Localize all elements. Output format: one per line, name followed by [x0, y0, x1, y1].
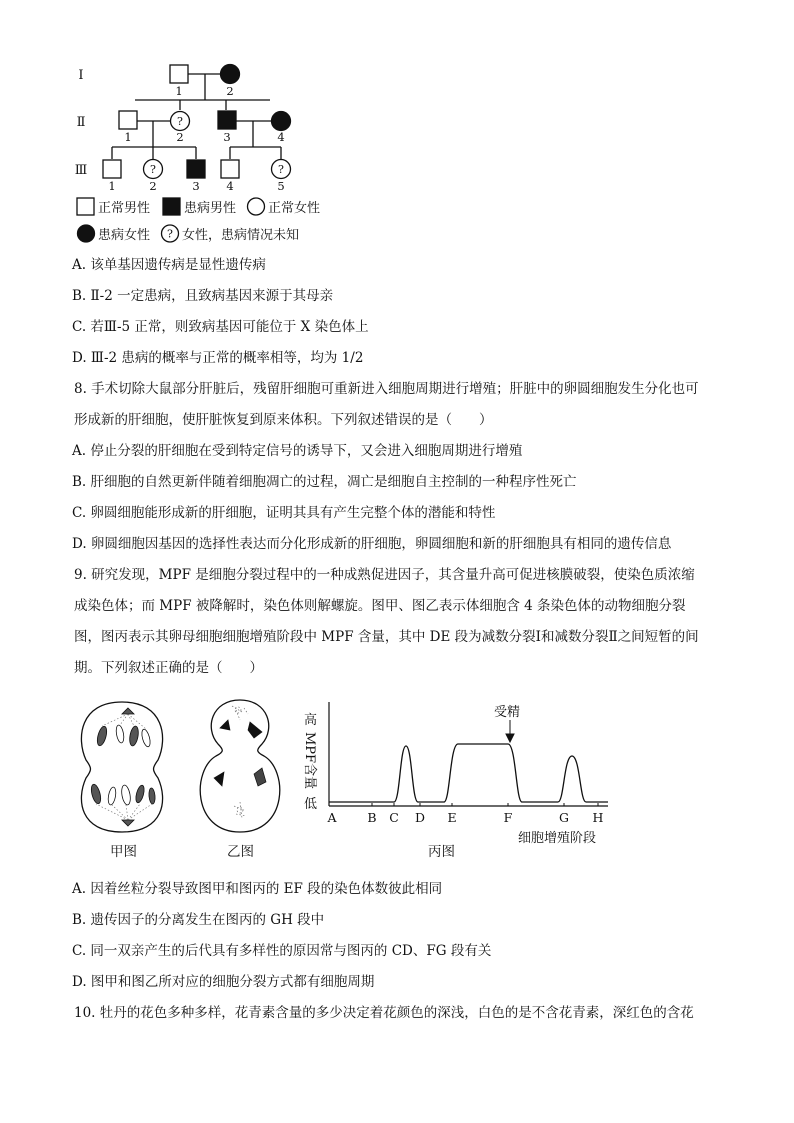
unknown-mark: ?: [278, 163, 284, 176]
q8-option-d: D. 卵圆细胞因基因的选择性表达而分化形成新的肝细胞，卵圆细胞和新的肝细胞具有相同的遗传信息: [72, 536, 672, 552]
legend-affected-female-label: 患病女性: [98, 228, 151, 243]
individual-number: 1: [124, 130, 132, 144]
q9-stem-line3: 图，图丙表示其卵母细胞细胞增殖阶段中 MPF 含量，其中 DE 段为减数分裂Ⅰ和减数分裂Ⅱ之间短暂的间: [74, 629, 699, 645]
q9-option-a: A. 因着丝粒分裂导致图甲和图丙的 EF 段的染色体数彼此相同: [72, 881, 443, 897]
unknown-mark: ?: [177, 115, 183, 128]
pedigree-I-2-affected-female: [221, 65, 240, 84]
generation-label-I: Ⅰ: [78, 68, 84, 83]
q9-stem-line1: 9. 研究发现，MPF 是细胞分裂过程中的一种成熟促进因子，其含量升高可促进核膜破裂，使染色质浓缩: [74, 567, 695, 583]
unknown-mark: ?: [167, 227, 173, 241]
pedigree-I-1-normal-male: [170, 65, 188, 83]
q7-option-d: D. Ⅲ-2 患病的概率与正常的概率相等，均为 1/2: [72, 350, 364, 366]
y-low-label: 低: [304, 797, 318, 812]
x-tick-label: C: [389, 810, 399, 825]
legend-affected-male-symbol: [163, 198, 180, 215]
fertilization-arrow: [506, 734, 514, 742]
individual-number: 2: [176, 130, 184, 144]
individual-number: 5: [277, 179, 285, 193]
q9-option-d: D. 图甲和图乙所对应的细胞分裂方式都有细胞周期: [72, 974, 375, 990]
q7-option-a: A. 该单基因遗传病是显性遗传病: [72, 257, 266, 273]
fig-jia-caption: 甲图: [110, 844, 137, 860]
fig-yi-caption: 乙图: [227, 844, 254, 860]
x-tick-label: D: [414, 810, 426, 825]
x-tick-label: G: [559, 810, 569, 825]
pedigree-II-4-affected-female: [272, 112, 291, 131]
x-tick-label: E: [447, 810, 457, 825]
pedigree-II-1-normal-male: [119, 111, 137, 129]
legend-normal-male-symbol: [77, 198, 94, 215]
q8-stem-line1: 8. 手术切除大鼠部分肝脏后，残留肝细胞可重新进入细胞周期进行增殖；肝脏中的卵圆细胞发生分化也可: [74, 381, 699, 397]
individual-number: 4: [226, 179, 234, 193]
q8-option-a: A. 停止分裂的肝细胞在受到特定信号的诱导下，又会进入细胞周期进行增殖: [72, 443, 523, 459]
q9-stem-line4: 期。下列叙述正确的是（ ）: [74, 660, 263, 676]
individual-number: 2: [226, 84, 234, 98]
individual-number: 3: [223, 130, 231, 144]
q7-option-c: C. 若Ⅲ-5 正常，则致病基因可能位于 X 染色体上: [72, 319, 369, 335]
individual-number: 4: [277, 130, 285, 144]
q9-option-b: B. 遗传因子的分离发生在图丙的 GH 段中: [72, 912, 325, 928]
x-tick-label: B: [367, 810, 377, 825]
generation-label-II: Ⅱ: [76, 115, 86, 130]
legend-unknown-female-label: 女性，患病情况未知: [182, 228, 300, 243]
y-high-label: 高: [304, 713, 318, 728]
mpf-series-line: [329, 744, 608, 802]
legend-normal-female-symbol: [248, 198, 265, 215]
legend-affected-male-label: 患病男性: [184, 201, 237, 216]
fig-bing-caption: 丙图: [428, 844, 455, 860]
q9-option-c: C. 同一双亲产生的后代具有多样性的原因常与图丙的 CD、FG 段有关: [72, 943, 492, 959]
legend-normal-male-label: 正常男性: [98, 201, 151, 216]
q7-option-b: B. Ⅱ-2 一定患病，且致病基因来源于其母亲: [72, 288, 334, 304]
legend-normal-female-label: 正常女性: [268, 201, 321, 216]
unknown-mark: ?: [150, 163, 156, 176]
individual-number: 3: [192, 179, 200, 193]
generation-label-III: Ⅲ: [74, 163, 88, 178]
fertilization-annotation: 受精: [494, 705, 521, 720]
x-tick-label: H: [592, 810, 604, 825]
cell-figure-yi: [192, 698, 292, 838]
q8-option-b: B. 肝细胞的自然更新伴随着细胞凋亡的过程，凋亡是细胞自主控制的一种程序性死亡: [72, 474, 577, 490]
cell-figure-jia: [72, 698, 172, 838]
x-tick-label: A: [327, 810, 337, 825]
pedigree-III-3-affected-male: [187, 160, 205, 178]
individual-number: 1: [175, 84, 183, 98]
individual-number: 1: [108, 179, 116, 193]
q8-option-c: C. 卵圆细胞能形成新的肝细胞，证明其具有产生完整个体的潜能和特性: [72, 505, 496, 521]
pedigree-II-3-affected-male: [218, 111, 236, 129]
x-tick-label: F: [503, 810, 513, 825]
q8-stem-line2: 形成新的肝细胞，使肝脏恢复到原来体积。下列叙述错误的是（ ）: [74, 412, 493, 428]
q10-stem-line1: 10. 牡丹的花色多种多样，花青素含量的多少决定着花颜色的深浅，白色的是不含花青素，深红色的含花: [74, 1005, 694, 1021]
pedigree-III-1-normal-male: [103, 160, 121, 178]
legend-affected-female-symbol: [78, 225, 95, 242]
pedigree-chart: [60, 55, 360, 250]
q9-stem-line2: 成染色体；而 MPF 被降解时，染色体则解螺旋。图甲、图乙表示体细胞含 4 条染色体的动物细胞分裂: [74, 598, 686, 614]
x-axis-label: 细胞增殖阶段: [518, 831, 597, 846]
y-axis-label: MPF含量: [302, 732, 317, 790]
individual-number: 2: [149, 179, 157, 193]
mpf-chart: [296, 696, 616, 846]
pedigree-III-4-normal-male: [221, 160, 239, 178]
